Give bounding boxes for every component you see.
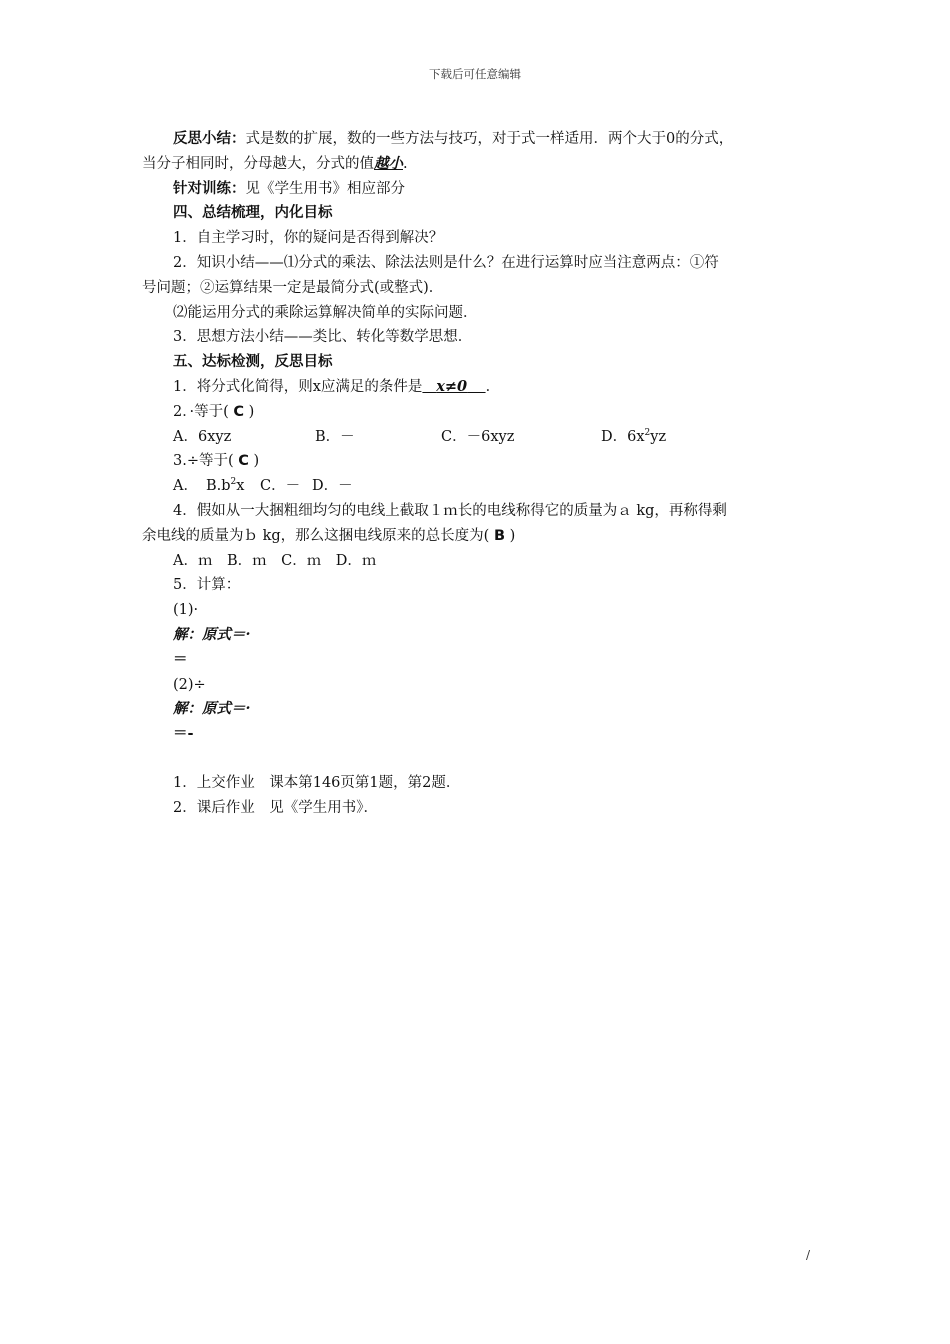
question-4a: 4．假如从一大捆粗细均匀的电线上截取１ｍ长的电线称得它的质量为ａ kg，再称得剩 [173,502,727,519]
question-1-blank [422,379,485,395]
question-3-option-b: $B.b^2x$ [206,477,245,495]
question-3-text: 3.÷等于( [173,453,234,470]
question-2-text: 2．·等于( [173,403,229,420]
reflection-line-2 [142,152,822,177]
reflection-line-1 [142,127,822,152]
question-5-2-solution: 解：原式＝· [173,700,251,718]
question-1-suffix: ． [485,378,501,395]
question-5: 5．计算： [173,577,241,594]
question-5-1-equals: ＝ [173,651,188,668]
reflection-suffix: . [403,155,408,172]
homework-item-2: 2．课后作业 见《学生用书》． [173,799,378,816]
question-4b-text: 余电线的质量为ｂ kg，那么这捆电线原来的总长度为( [142,527,490,544]
question-2-option-b: B．－ [315,428,355,445]
page-footer-mark: / [806,1248,811,1262]
reflection-label: 反思小结： [173,131,246,147]
section-4-item-3: 3．思想方法小结——类比、转化等数学思想． [173,329,473,346]
question-3-options [142,474,822,499]
question-3-option-d: D．－ [312,478,353,495]
question-2-option-a: A．6xyz [173,428,232,445]
training-label: 针对训练： [173,180,246,197]
section-5-title: 五、达标检测，反思目标 [173,354,333,371]
section-4-item-2b: 号问题；②运算结果一定是最简分式(或整式)． [142,279,444,296]
section-4-item-2a: 2．知识小结——⑴分式的乘法、除法法则是什么？在进行运算时应当注意两点：①符 [173,254,719,271]
question-4b-suffix: ) [509,527,516,544]
question-2-option-d: D．$6x^2yz$ [601,427,667,445]
section-4-title: 四、总结梳理，内化目标 [173,205,333,222]
question-3-suffix: ) [253,453,260,470]
question-2-suffix: ) [248,403,255,420]
question-5-1-solution: 解：原式＝· [173,625,251,643]
question-5-1: (1)· [173,602,199,619]
page-header: 下载后可任意编辑 [429,67,521,81]
question-2-answer: C [233,403,245,420]
section-4-item-2c: ⑵能运用分式的乘除运算解决简单的实际问题． [173,304,478,321]
question-1 [142,375,822,400]
training-text: 见《学生用书》相应部分 [245,180,405,197]
question-5-2: (2)÷ [173,676,206,693]
reflection-text-2: 当分子相同时，分母越大，分式的值 [142,155,374,172]
document-body [142,127,822,821]
training-line [142,177,822,202]
question-1-answer: x≠0 [436,377,468,395]
question-4-answer: B [493,527,506,544]
question-5-2-equals: ＝- [173,726,194,743]
question-3 [142,449,822,474]
question-3-option-a: A． [173,478,198,495]
section-4-item-1: 1．自主学习时，你的疑问是否得到解决？ [173,230,444,247]
reflection-answer: 越小 [374,154,403,172]
question-2 [142,400,822,425]
question-1-text: 1．将分式化简得，则x应满足的条件是 [173,378,423,395]
question-4-options: A．ｍ B．ｍ C．ｍ D．ｍ [173,552,377,569]
question-3-option-c: C．－ [260,478,301,495]
reflection-text-1: 式是数的扩展，数的一些方法与技巧，对于式一样适用．两个大于0的分式， [245,131,734,147]
question-2-option-c: C．－6xyz [441,428,515,445]
question-3-answer: C [238,453,249,470]
question-2-options [142,425,822,450]
question-4b [142,524,822,549]
homework-item-1: 1．上交作业 课本第146页第1题，第2题． [173,774,461,791]
